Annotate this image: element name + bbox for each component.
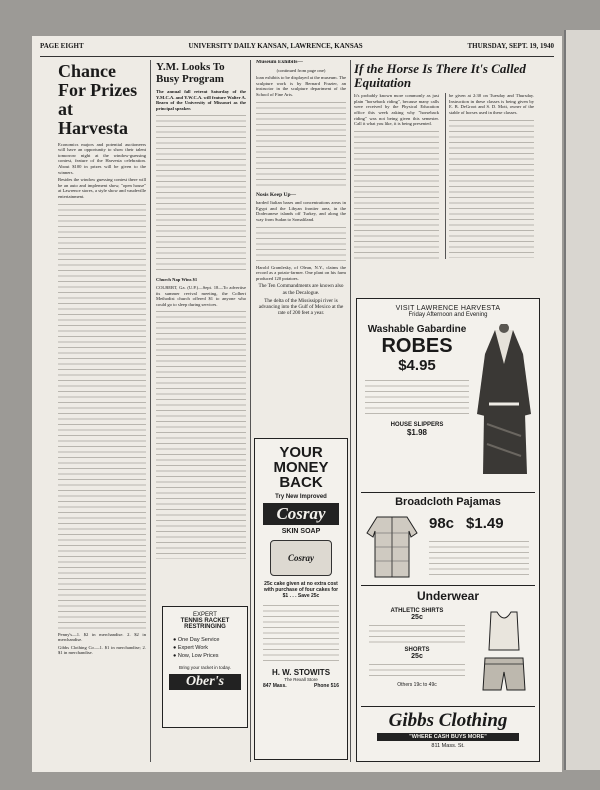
- ad-topline: VISIT LAWRENCE HARVESTA: [395, 305, 501, 312]
- prize-list-start: Penny's—1. $2 in merchandise. 2. $2 in merchandise.: [58, 631, 146, 643]
- underwear-illustration: [477, 610, 531, 696]
- article-body-fill: [256, 225, 346, 265]
- gibbs-logo: Gibbs Clothing: [388, 710, 508, 731]
- adjacent-page-edge: [564, 30, 600, 770]
- robes-price: $4.95: [398, 357, 436, 374]
- ad-headline: BACK: [279, 474, 323, 491]
- ad-topline: Friday Afternoon and Evening: [408, 312, 488, 318]
- robes-section: [357, 322, 539, 492]
- robe-illustration: [475, 324, 533, 484]
- slippers-price: $1.98: [406, 428, 428, 437]
- product-title: Washable Gabardine: [367, 324, 467, 335]
- article-museum: [256, 60, 346, 430]
- ad-gibbs: [356, 298, 540, 762]
- article-lead: The annual fall retreat Saturday of the Y.M.C.A. and Y.W.C.A. will feature Walter A. Bearn of the University of Missouri as the principal speaker.: [156, 89, 246, 111]
- headline: If the Horse Is There It's Called Equitation: [354, 61, 526, 90]
- pajamas-section: [357, 493, 539, 585]
- bullet-item: ● One Day Service: [173, 637, 220, 643]
- pajama-illustration: [365, 513, 419, 581]
- bullet-item: ● Now, Low Prices: [173, 653, 219, 659]
- store-phone: Phone 516: [313, 683, 339, 689]
- shirts-description: [369, 623, 465, 645]
- filler-commandments: The Ten Commandments are known also as the Decalogue.: [258, 283, 344, 296]
- article-body-fill: [256, 100, 346, 190]
- underwear-section: [357, 586, 539, 706]
- masthead: UNIVERSITY DAILY KANSAN, LAWRENCE, KANSAS: [188, 42, 363, 50]
- date-line: THURSDAY, SEPT. 19, 1940: [467, 42, 554, 50]
- store-address: 847 Mass.: [263, 683, 287, 689]
- ad-fineprint: [263, 603, 339, 665]
- article-body-left: It's probably known more commonly as just plain "horseback riding", because many calls were received by the Physical Education office this week asking why "horseback riding" was not being given this semester. Call it what you like, it is being presented.: [354, 93, 439, 127]
- pajamas-description: [429, 539, 529, 577]
- article-body: Besides the window guessing contest there will be an auto and implement show, "open house" at Lawrence stores, a style show and vaudeville entertainment.: [58, 177, 146, 199]
- prize-list-end: Gibbs Clothing Co.—1. $1 in merchandise; 2. $1 in merchandise.: [58, 644, 146, 656]
- shorts-description: [369, 662, 465, 680]
- column-rule: [350, 60, 351, 762]
- product-name: SKIN SOAP: [281, 528, 321, 535]
- slippers-title: HOUSE SLIPPERS: [390, 422, 444, 428]
- product-title: Underwear: [416, 589, 480, 603]
- soap-bar-image: [270, 540, 332, 576]
- article-harvesta: [58, 60, 146, 760]
- article-ym-program: [156, 60, 246, 600]
- column-rule: [150, 60, 151, 762]
- headline: Chance For Prizes at Harvesta: [58, 61, 138, 138]
- pajamas-price-high: $1.49: [466, 515, 504, 532]
- article-body-fill: [449, 118, 534, 258]
- article-equitation: [354, 60, 534, 296]
- page-number: PAGE EIGHT: [40, 42, 84, 50]
- gibbs-slogan: "WHERE CASH BUYS MORE": [377, 733, 519, 741]
- article-body-right: be given at 2:30 on Tuesday and Thursday. Instruction in these classes is being given by E. B. DeGroot and S. D. Mott, owner of the stable of horses used in these classes.: [449, 93, 534, 116]
- article-body: barded Italian bases and concentrations areas in Egypt and the Libyan frontier area, in the Dodecanese islands off Turkey, and along the way from Sudan to Somaliland.: [256, 200, 346, 222]
- soap-brand: Cosray: [287, 553, 314, 563]
- prize-list: [58, 202, 146, 632]
- ad-line: EXPERT: [193, 612, 217, 618]
- column-rule: [250, 60, 251, 762]
- article-lead: Economics majors and potential auctioneers will have an opportunity to show their talent tomorrow night at the window-guessing contest, feature of the Harvesta celebration. About $100 in prizes will be given to the winners.: [58, 141, 146, 175]
- ad-headline: YOUR: [279, 444, 323, 461]
- subhead: Museum Exhibits—: [256, 60, 303, 65]
- offer-text: 25c cake given at no extra cost with purchase of four cakes for $1 . . . Save 25c: [263, 581, 339, 599]
- continuation-note: (continued from page one): [276, 67, 326, 73]
- store-sub: The Rexall Store: [284, 677, 318, 682]
- shorts-price: 25c: [411, 653, 423, 660]
- filler-potato: Harold Gramlesky, of Olean, N.Y., claims the record as a potato-farmer. One plant on his farm produced 120 potatoes.: [256, 264, 346, 281]
- ad-cosray: [254, 438, 348, 760]
- ad-obers: [162, 606, 248, 728]
- cosray-logo: Cosray: [263, 503, 339, 525]
- gibbs-address: 811 Mass. St.: [431, 743, 465, 749]
- ad-line: RESTRINGING: [184, 624, 226, 630]
- pajamas-price-low: 98c: [429, 515, 455, 532]
- others-price: Others 19c to 49c: [397, 682, 437, 688]
- subhead: Nosis Keep Up—: [256, 191, 297, 198]
- dateline-text: COLBERT, Ga. (U.P.)—Sept. 18—To advertise its summer revival meeting, the Colbert Methodist church offered $1 to anyone who could go to sleep during services.: [156, 285, 246, 307]
- ad-note: Bring your racket in today.: [179, 665, 231, 670]
- article-body: [156, 113, 246, 273]
- product-title: ROBES: [381, 335, 453, 357]
- shorts-title: SHORTS: [404, 647, 430, 653]
- shirts-price: 25c: [411, 614, 423, 621]
- page-header: [40, 42, 554, 57]
- bullet-item: ● Expert Work: [173, 645, 209, 651]
- headline: Y.M. Looks To Busy Program: [156, 61, 225, 85]
- filler-delta: The delta of the Mississippi river is advancing into the Gulf of Mexico at the rate of 200 feet a year.: [258, 297, 344, 317]
- article-body-fill: [354, 129, 439, 259]
- dateline-head: Church Nap Wins $1: [156, 277, 198, 283]
- shirts-title: ATHLETIC SHIRTS: [390, 608, 444, 614]
- ad-tagline: Try New Improved: [275, 494, 327, 500]
- obers-logo: Ober's: [169, 674, 241, 690]
- newspaper-page: [32, 36, 562, 772]
- merchant-list: [156, 309, 246, 559]
- product-title: Broadcloth Pajamas: [395, 496, 501, 508]
- store-name: H. W. STOWITS: [271, 668, 331, 677]
- ad-headline: MONEY: [273, 459, 329, 476]
- ad-line: TENNIS RACKET: [180, 618, 230, 624]
- robes-description: [365, 378, 469, 418]
- article-body: loan exhibits to be displayed at the museum. The sculpture work is by Bernard Frazier, an instructor in the sculpture department of the School of Fine Arts.: [256, 75, 346, 97]
